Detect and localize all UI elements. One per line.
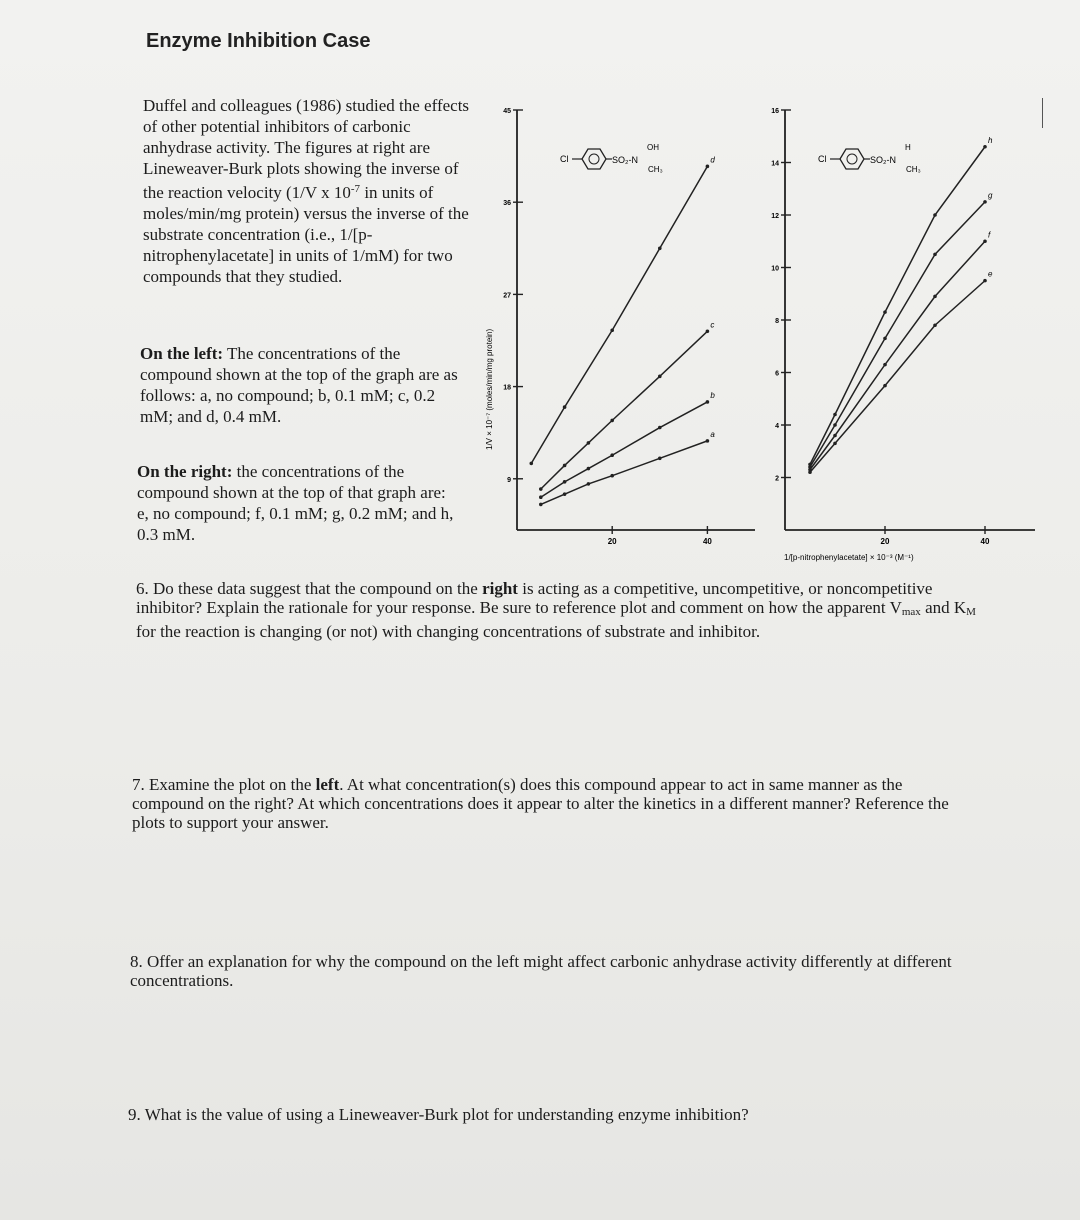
data-point-b-5 (706, 400, 710, 404)
right-desc-text: the concentrations of the compound shown at the top of that graph are: e, no compound; f, 0.1 mM; g, 0.2 mM; and h, 0.3 mM. (137, 462, 454, 544)
data-point-c-2 (587, 441, 591, 445)
data-point-g-1 (833, 423, 837, 427)
intro-superscript: -7 (350, 183, 361, 195)
data-point-h-1 (833, 413, 837, 417)
series-line-g (810, 202, 985, 467)
data-point-d-3 (658, 246, 662, 250)
q7-text-2: . At what concentration(s) does this compound appear to act in same manner as the compound on the right? At which concentrations does it appear to alter the kinetics in a different manner? Reference the plots to support your answer. (132, 775, 949, 832)
y-tick-label-1-0: 2 (775, 475, 779, 483)
left-cl-label: Cl (560, 154, 569, 164)
q6-sub-max: max (901, 606, 921, 618)
y-tick-label-0-4: 45 (503, 108, 511, 115)
series-line-h (810, 147, 985, 465)
question-7 (132, 775, 972, 832)
y-tick-label-1-6: 14 (771, 160, 779, 168)
data-point-g-3 (933, 253, 937, 257)
question-9: 9. What is the value of using a Lineweaver-Burk plot for understanding enzyme inhibition? (128, 1105, 749, 1124)
intro-text-2: in units of moles/min/mg protein) versus the inverse of the substrate concentration (i.e., 1/[p-nitrophenylacetate] in units of 1/mM) for two compounds that they studied. (143, 183, 469, 286)
data-point-f-1 (833, 434, 837, 438)
data-point-g-2 (883, 337, 887, 341)
data-point-b-2 (587, 467, 591, 471)
data-point-a-3 (610, 474, 614, 478)
data-point-c-4 (658, 375, 662, 379)
y-axis-title: 1/V × 10⁻⁷ (moles/min/mg protein) (485, 328, 494, 450)
y-tick-label-0-2: 27 (503, 292, 511, 300)
right-compound-structure (818, 143, 921, 174)
x-tick-label-0-0: 20 (607, 537, 617, 546)
q6-text-3: and K (920, 598, 967, 617)
lineweaver-burk-figure (0, 0, 1080, 580)
data-point-c-1 (563, 464, 567, 468)
y-tick-label-1-2: 6 (775, 370, 779, 378)
y-tick-label-0-3: 36 (503, 200, 511, 208)
x-axis-title: 1/[p-nitrophenylacetate] × 10⁻³ (M⁻¹) (784, 553, 914, 562)
data-point-a-5 (706, 439, 710, 443)
right-ch3-label: CH₃ (906, 165, 921, 174)
left-ch3-label: CH₃ (648, 165, 663, 174)
q6-text-4: for the reaction is changing (or not) with changing concentrations of substrate and inhibitor. (136, 622, 761, 641)
x-tick-label-1-1: 40 (980, 537, 990, 546)
y-tick-label-1-3: 8 (775, 318, 779, 325)
y-tick-label-1-4: 10 (771, 265, 779, 273)
data-point-c-0 (539, 487, 543, 491)
right-desc-label: On the right: (137, 462, 233, 481)
series-line-d (531, 166, 707, 463)
data-point-b-0 (539, 495, 543, 499)
data-point-h-2 (883, 310, 887, 314)
right-cl-label: Cl (818, 154, 827, 164)
data-point-a-2 (587, 482, 591, 486)
series-label-g: g (988, 190, 993, 200)
series-label-c: c (710, 320, 715, 330)
data-point-d-2 (610, 328, 614, 332)
data-point-h-3 (933, 213, 937, 217)
data-point-c-5 (706, 329, 710, 333)
data-point-b-1 (563, 480, 567, 484)
y-tick-label-1-7: 16 (771, 108, 779, 115)
series-label-f: f (988, 230, 991, 240)
data-point-h-0 (808, 463, 812, 467)
data-point-f-4 (983, 239, 987, 243)
page-title: Enzyme Inhibition Case (146, 30, 371, 52)
data-point-e-3 (933, 323, 937, 327)
y-tick-label-1-1: 4 (775, 423, 779, 430)
x-tick-label-1-0: 20 (880, 537, 890, 546)
data-point-e-4 (983, 279, 987, 283)
series-label-e: e (988, 269, 993, 279)
left-desc-label: On the left: (140, 344, 224, 363)
data-point-f-2 (883, 363, 887, 367)
q6-text-2: is acting as a competitive, uncompetitive, or noncompetitive inhibitor? Explain the rationale for your response. Be sure to reference plot and comment on how the apparent V (136, 579, 933, 617)
series-label-b: b (710, 390, 715, 400)
data-point-a-4 (658, 456, 662, 460)
data-point-a-0 (539, 503, 543, 507)
series-label-h: h (988, 135, 993, 145)
data-point-c-3 (610, 419, 614, 423)
left-compound-structure (560, 143, 663, 174)
data-point-d-0 (529, 462, 533, 466)
q6-sub-m: M (966, 606, 976, 618)
right-so2n-label: SO₂-N (870, 155, 896, 165)
data-point-d-1 (563, 405, 567, 409)
question-6 (136, 579, 976, 641)
x-tick-label-0-1: 40 (702, 537, 712, 546)
data-point-d-4 (706, 165, 710, 169)
data-point-f-3 (933, 295, 937, 299)
left-oh-label: OH (647, 143, 659, 152)
margin-line (1042, 98, 1043, 128)
data-point-e-2 (883, 384, 887, 388)
y-tick-label-0-1: 18 (503, 384, 511, 392)
q6-text-1: 6. Do these data suggest that the compound on the (136, 579, 483, 598)
y-tick-label-1-5: 12 (771, 213, 779, 220)
series-label-a: a (710, 429, 715, 439)
data-point-b-3 (610, 453, 614, 457)
intro-text-1: Duffel and colleagues (1986) studied the effects of other potential inhibitors of carbonic anhydrase activity. The figures at right are Lineweaver-Burk plots showing the inverse of the reaction velocity (1/V x 10 (143, 96, 470, 202)
series-label-d: d (710, 155, 715, 165)
data-point-e-1 (833, 442, 837, 446)
data-point-a-1 (563, 492, 567, 496)
q7-text-1: 7. Examine the plot on the (132, 775, 316, 794)
q7-bold-left: left (315, 775, 340, 794)
question-8: 8. Offer an explanation for why the compound on the left might affect carbonic anhydrase activity differently at different concentrations. (130, 952, 952, 990)
data-point-b-4 (658, 426, 662, 430)
q6-bold-right: right (482, 579, 518, 598)
left-so2n-label: SO₂-N (612, 155, 638, 165)
right-h-label: H (905, 143, 911, 152)
left-desc-text: The concentrations of the compound shown at the top of the graph are as follows: a, no compound; b, 0.1 mM; c, 0.2 mM; and d, 0.4 mM. (140, 344, 458, 426)
data-point-g-4 (983, 200, 987, 204)
data-point-h-4 (983, 145, 987, 149)
y-tick-label-0-0: 9 (507, 476, 511, 484)
